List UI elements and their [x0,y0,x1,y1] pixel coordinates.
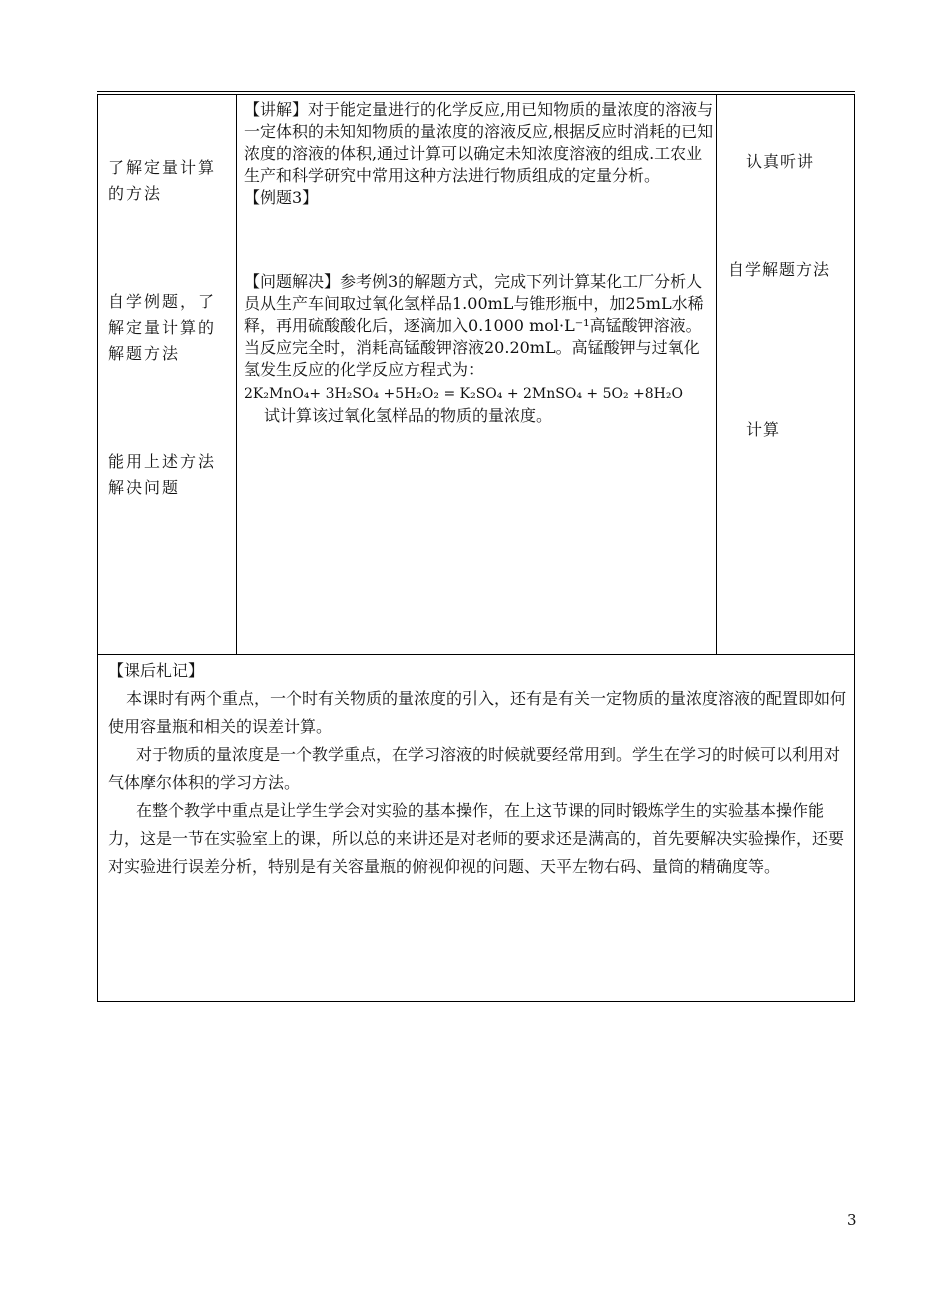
goal-label-2: 自学例题，了解定量计算的解题方法 [108,292,217,363]
row-divider [98,654,854,655]
content-row [98,95,854,655]
reaction-equation: 2K₂MnO₄+ 3H₂SO₄ +5H₂O₂ = K₂SO₄ + 2MnSO₄ + 5O₂ +8H₂O [244,386,683,402]
teaching-content [244,99,714,427]
notes-paragraph-2: 对于物质的量浓度是一个教学重点，在学习溶液的时候就要经常用到。学生在学习的时候可以利用对气体摩尔体积的学习方法。 [108,745,841,792]
top-rule [97,91,855,92]
activity-label-1: 认真听讲 [746,152,815,171]
page-number: 3 [847,1211,857,1229]
goal-label-3: 能用上述方法解决问题 [108,452,217,497]
goal-label-1: 了解定量计算的方法 [108,158,217,203]
notes-title: 【课后札记】 [108,661,205,680]
notes-paragraph-1: 本课时有两个重点，一个时有关物质的量浓度的引入，还有是有关一定物质的量浓度溶液的配置即如何使用容量瓶和相关的误差计算。 [108,689,847,736]
activity-label-3: 计算 [746,420,781,439]
column-divider [716,95,717,655]
activity-label-2: 自学解题方法 [728,260,831,279]
column-divider [236,95,237,655]
problem-paragraph: 【问题解决】参考例3的解题方式，完成下列计算某化工厂分析人员从生产车间取过氧化氢样品1.00mL与锥形瓶中，加25mL水稀释，再用硫酸酸化后，逐滴加入0.1000 mol·L⁻¹高锰酸钾溶液。当反应完全时，消耗高锰酸钾溶液20.20mL。高锰酸钾与过氧化氢发生反应的化学反应方程式为： [244,272,704,379]
question-text: 试计算该过氧化氢样品的物质的量浓度。 [264,406,553,425]
example-heading: 【例题3】 [244,188,319,207]
lecture-paragraph: 【讲解】对于能定量进行的化学反应,用已知物质的量浓度的溶液与一定体积的未知知物质的量浓度的溶液反应,根据反应时消耗的已知浓度的溶液的体积,通过计算可以确定未知浓度溶液的组成.工农业生产和科学研究中常用这种方法进行物质组成的定量分析。 [244,100,714,185]
after-class-notes [108,657,848,881]
notes-paragraph-3: 在整个教学中重点是让学生学会对实验的基本操作，在上这节课的同时锻炼学生的实验基本操作能力，这是一节在实验室上的课，所以总的来讲还是对老师的要求还是满高的，首先要解决实验操作，还要对实验进行误差分析，特别是有关容量瓶的俯视仰视的问题、天平左物右码、量筒的精确度等。 [108,801,845,876]
lesson-plan-table [97,94,855,1002]
